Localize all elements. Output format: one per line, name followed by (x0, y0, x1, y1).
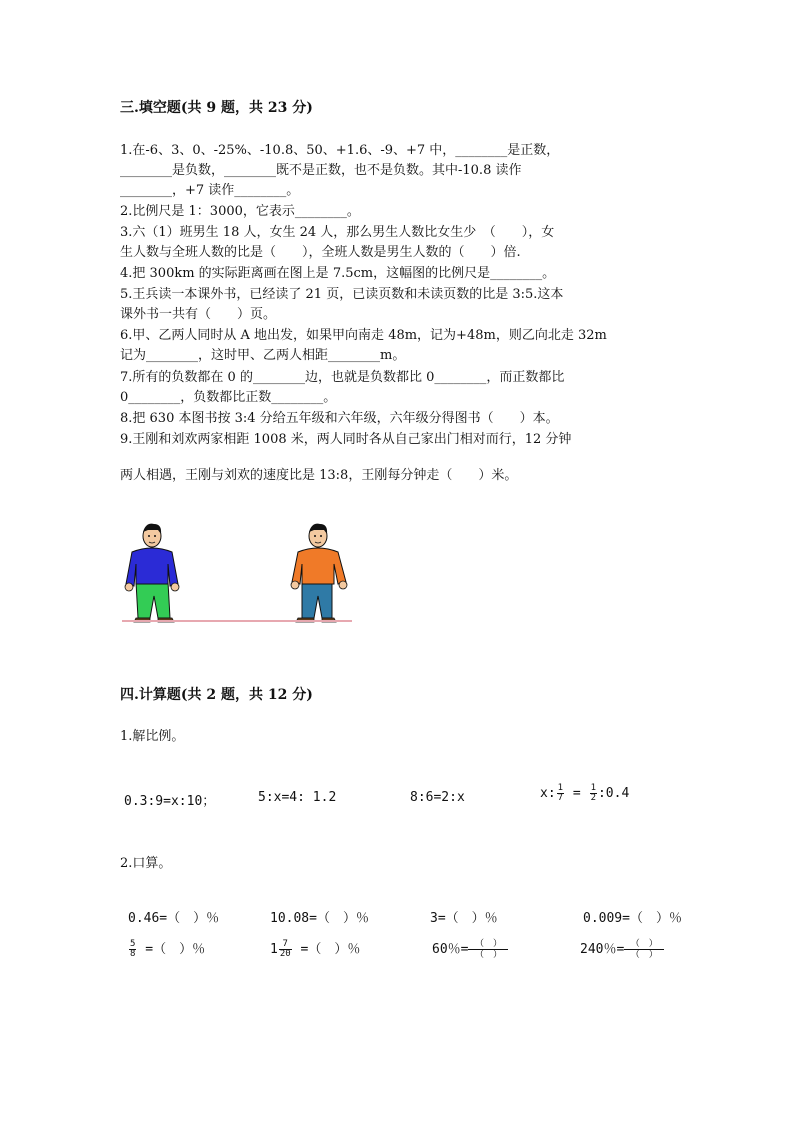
question-1-label: 1.解比例。 (120, 729, 185, 744)
equals-sign: = (565, 786, 589, 801)
proportion-4-prefix: x: (540, 786, 556, 801)
question-5-line-2: 课外书一共有（ ）页。 (120, 307, 277, 322)
fraction-one-half: $\frac{1}{2}$ (590, 783, 596, 803)
mental-calc-2: 10.08=（ ）％ (270, 911, 369, 926)
proportion-1: 0.3:9=x:10； (124, 794, 216, 809)
question-1-line-1: 1.在-6、3、0、-25%、-10.8、50、+1.6、-9、+7 中，________是正数， (120, 143, 560, 158)
blank-fraction: （ ） （ ） (624, 939, 664, 960)
fraction-five-eighths: $\frac{5}{8}$ (130, 939, 136, 959)
question-1-line-2: ________是负数，________既不是正数，也不是负数。其中-10.8 读作 (120, 163, 522, 178)
question-3-line-2: 生人数与全班人数的比是（ ），全班人数是男生人数的（ ）倍. (120, 245, 521, 260)
question-6-line-1: 6.甲、乙两人同时从 A 地出发，如果甲向南走 48m，记为+48m，则乙向北走 32m (120, 328, 607, 343)
section-3-heading: 三.填空题(共 9 题，共 23 分) (120, 100, 313, 116)
question-7-line-2: 0________，负数都比正数________。 (120, 390, 337, 405)
person-liu-huan (291, 524, 347, 622)
mental-calc-4: 0.009=（ ）％ (583, 911, 682, 926)
mixed-number-whole: 1 (270, 942, 278, 957)
question-5-line-1: 5.王兵读一本课外书，已经读了 21 页，已读页数和未读页数的比是 3:5.这本 (120, 287, 564, 302)
section-4-heading: 四.计算题(共 2 题，共 12 分) (120, 687, 313, 703)
mental-calc-8: 240％= （ ） （ ） (580, 938, 664, 960)
proportion-3: 8:6=2:x (410, 790, 465, 805)
ground-line (122, 620, 352, 622)
mental-calc-6: 1 $\frac{7}{20}$ =（ ）％ (270, 939, 361, 959)
proportion-4-suffix: :0.4 (597, 786, 630, 801)
mental-calc-5: $\frac{5}{8}$ =（ ）％ (130, 939, 206, 959)
two-people-illustration (118, 520, 358, 624)
mental-calc-1: 0.46=（ ）％ (128, 911, 220, 926)
question-9-line-1: 9.王刚和刘欢两家相距 1008 米，两人同时各从自己家出门相对而行，12 分钟 (120, 432, 572, 447)
question-2-label: 2.口算。 (120, 856, 172, 871)
question-8: 8.把 630 本图书按 3:4 分给五年级和六年级，六年级分得图书（ ）本。 (120, 411, 559, 426)
proportion-4 (540, 784, 629, 803)
question-2: 2.比例尺是 1：3000，它表示________。 (120, 204, 360, 219)
question-7-line-1: 7.所有的负数都在 0 的________边，也就是负数都比 0________，而正数都比 (120, 370, 565, 385)
fraction-seven-twentieths: $\frac{7}{20}$ (279, 939, 291, 959)
question-1-line-3: ________，+7 读作________。 (120, 183, 300, 198)
fraction-one-seventh: $\frac{1}{7}$ (557, 783, 564, 803)
question-6-line-2: 记为________，这时甲、乙两人相距________m。 (120, 348, 406, 363)
question-4: 4.把 300km 的实际距离画在图上是 7.5cm，这幅图的比例尺是________。 (120, 266, 556, 281)
question-9-line-2: 两人相遇，王刚与刘欢的速度比是 13:8，王刚每分钟走（ ）米。 (120, 468, 518, 483)
question-3-line-1: 3.六（1）班男生 18 人，女生 24 人，那么男生人数比女生少 （ ），女 (120, 225, 555, 240)
mental-calc-7: 60％= （ ） （ ） (432, 938, 508, 960)
proportion-2: 5:x=4: 1.2 (258, 790, 337, 805)
mental-calc-3: 3=（ ）％ (430, 911, 498, 926)
person-wang-gang (125, 524, 179, 622)
blank-fraction: （ ） （ ） (468, 939, 508, 960)
